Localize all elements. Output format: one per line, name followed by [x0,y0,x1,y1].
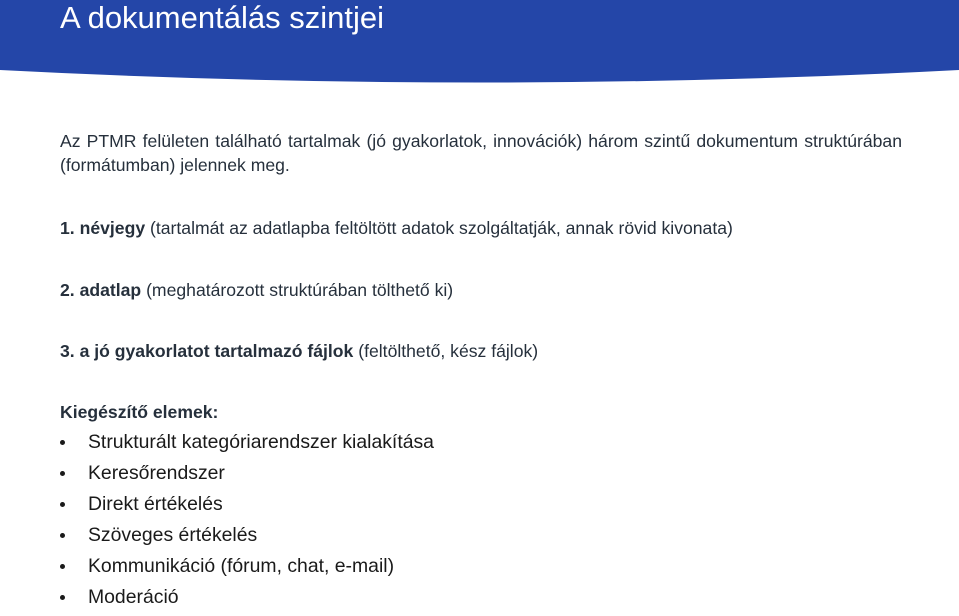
extras-list [60,430,434,616]
level-name: a jó gyakorlatot tartalmazó fájlok [79,341,354,361]
bullet-icon [60,471,65,476]
bullet-icon [60,533,65,538]
list-item [60,461,434,492]
bullet-icon [60,502,65,507]
list-item-label: Keresőrendszer [88,462,225,484]
list-item-label: Kommunikáció (fórum, chat, e-mail) [88,555,395,577]
list-item [60,554,434,585]
level-description: (meghatározott struktúrában tölthető ki) [146,280,454,300]
level-description: (tartalmát az adatlapba feltöltött adatok szolgáltatják, annak rövid kivonata) [150,218,733,238]
bullet-icon [60,564,65,569]
intro-paragraph: Az PTMR felületen található tartalmak (jó gyakorlatok, innovációk) három szintű dokumentum struktúrában (formátumban) jelennek meg. [60,131,902,175]
level-item [60,279,453,301]
list-item [60,585,434,616]
list-item-label: Strukturált kategóriarendszer kialakítása [88,431,434,453]
level-description: (feltölthető, kész fájlok) [358,341,539,361]
list-item [60,523,434,554]
list-item-label: Moderáció [88,586,179,608]
level-number: 1. [60,218,75,238]
level-item [60,217,733,239]
level-name: névjegy [79,218,146,238]
page-title: A dokumentálás szintjei [60,0,384,35]
bullet-icon [60,595,65,600]
list-item [60,492,434,523]
level-number: 3. [60,341,75,361]
list-item-label: Direkt értékelés [88,493,223,515]
level-number: 2. [60,280,75,300]
level-item [60,340,538,362]
bullet-icon [60,440,65,445]
list-item-label: Szöveges értékelés [88,524,258,546]
extras-heading: Kiegészítő elemek: [60,402,219,422]
level-name: adatlap [79,280,142,300]
list-item [60,430,434,461]
